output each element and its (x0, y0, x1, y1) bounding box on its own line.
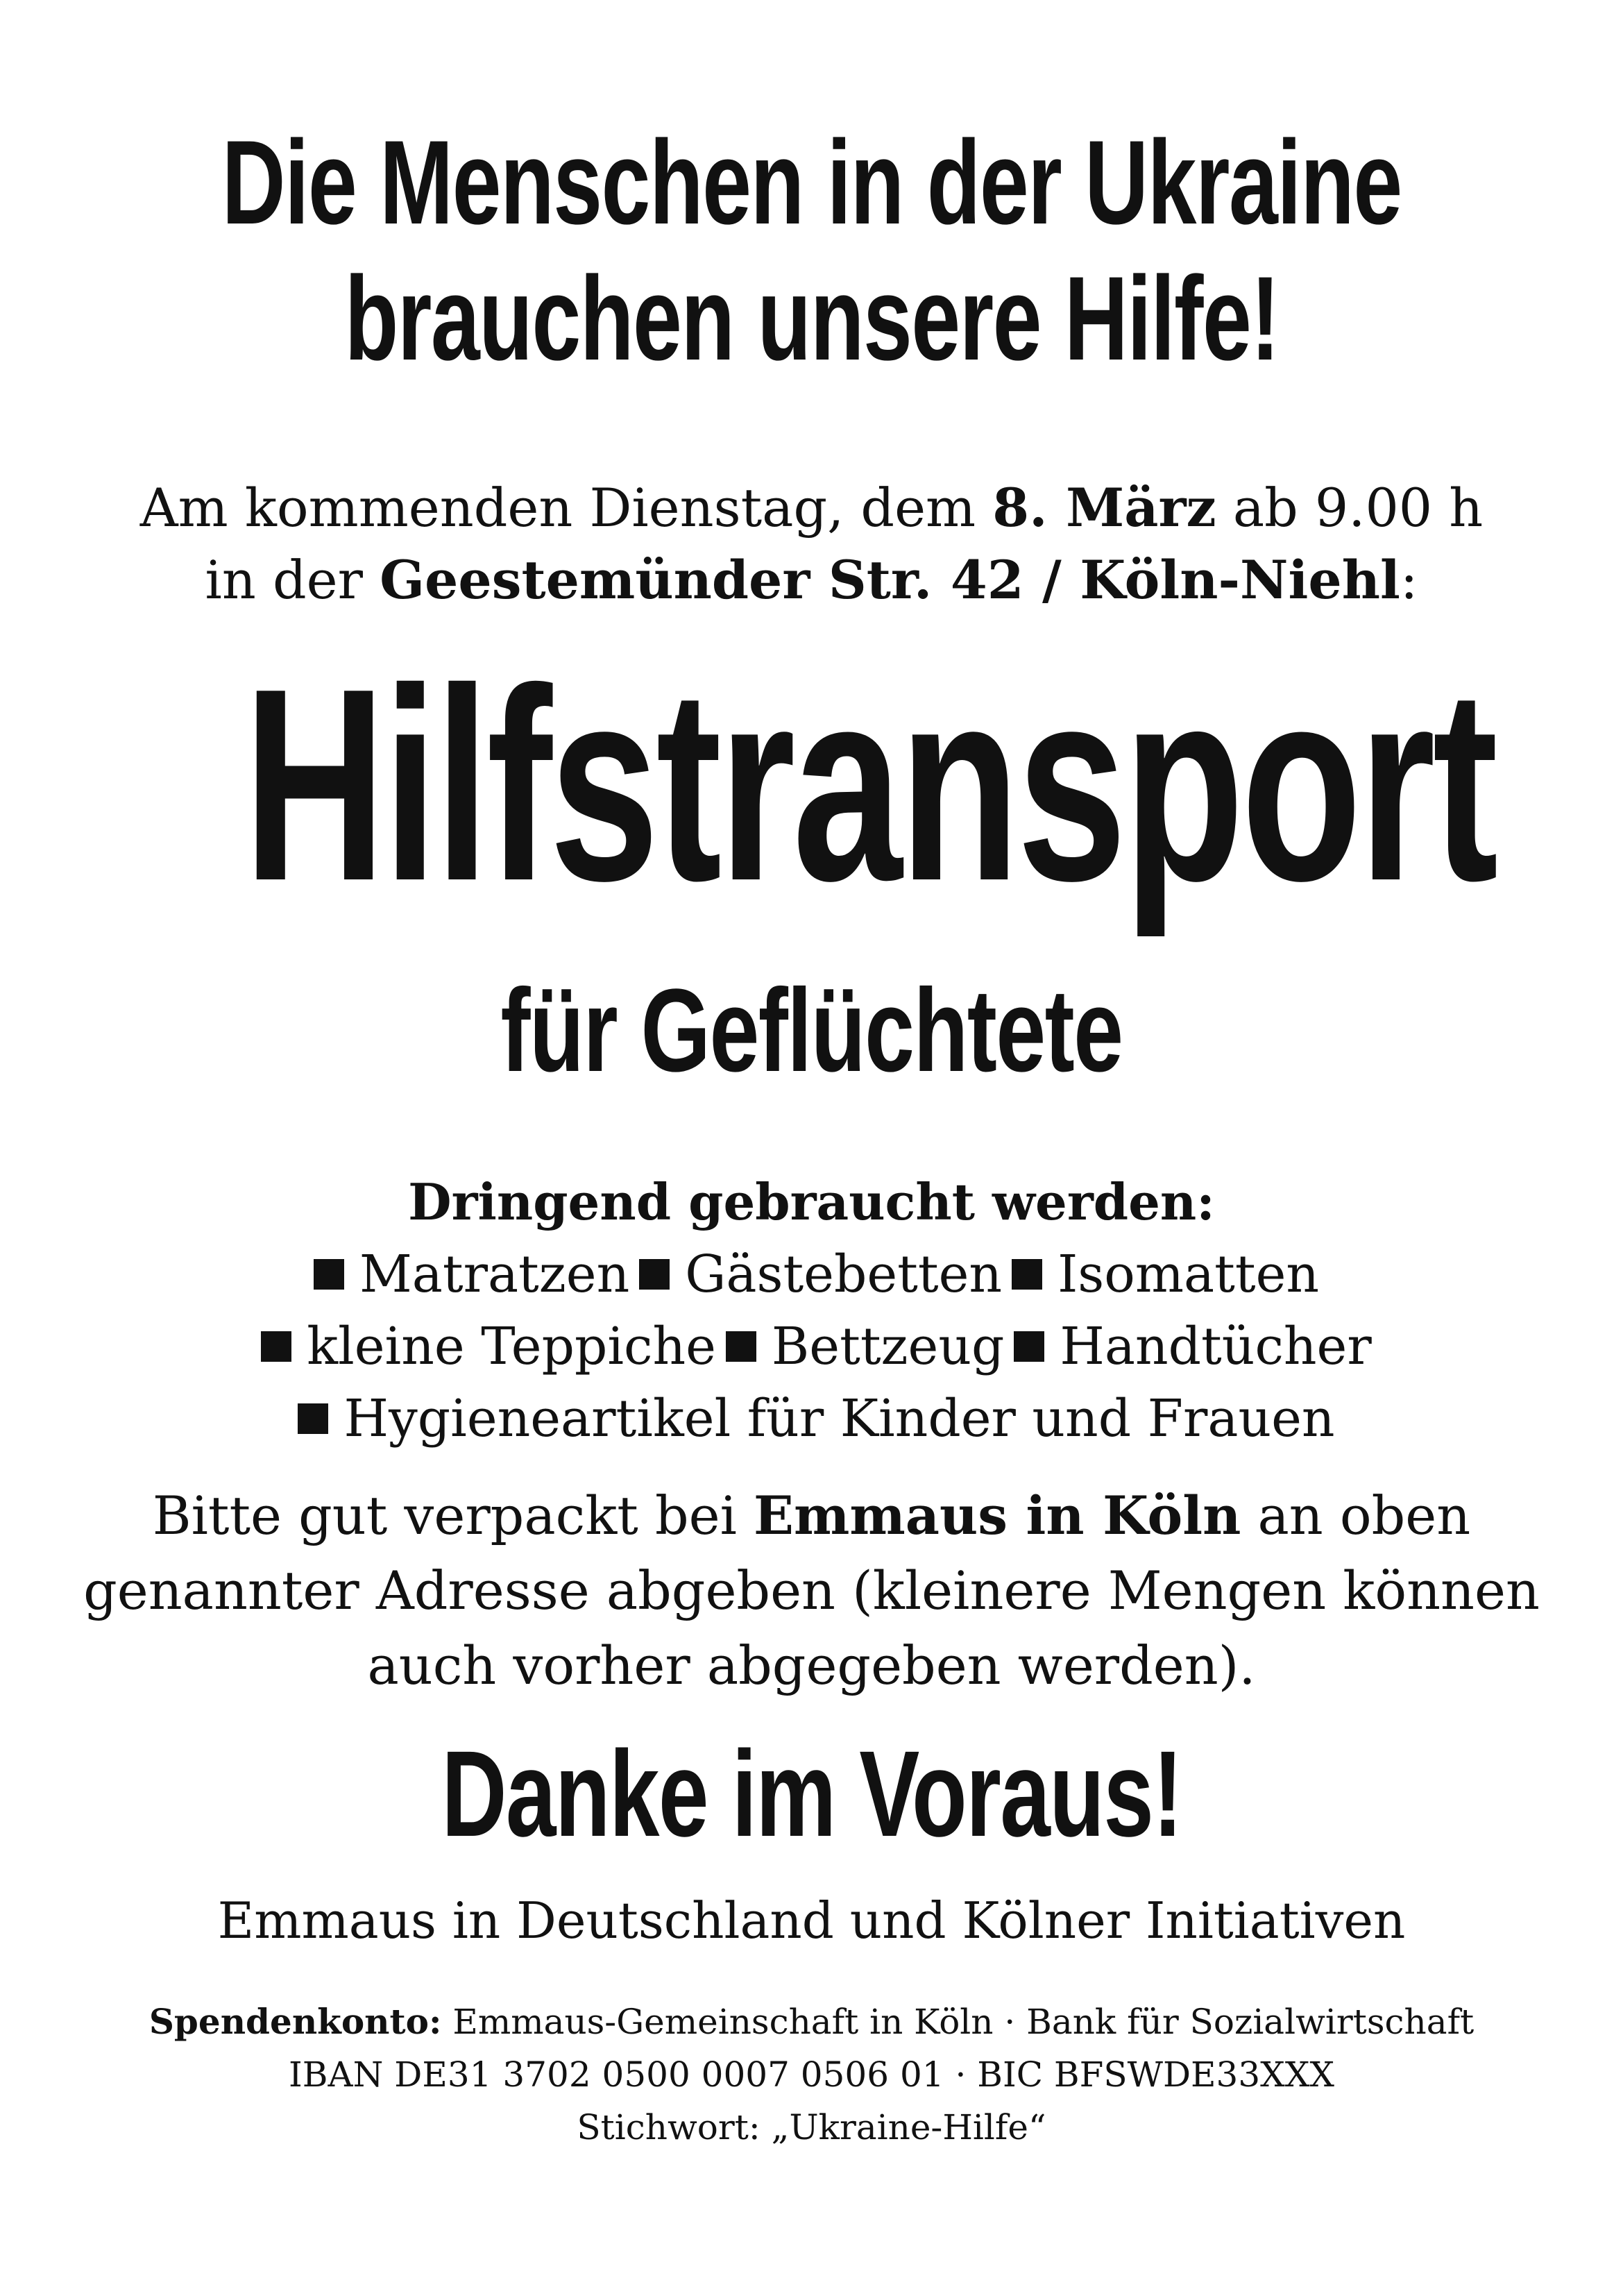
event-address: Geestemünder Str. 42 / Köln-Niehl (380, 549, 1400, 611)
headline-line-2: brauchen unsere Hilfe! (344, 252, 1279, 385)
event-time: ab 9.00 h (1216, 477, 1484, 539)
subtitle-block (0, 965, 1623, 1097)
bank-account-holder: Emmaus-Gemeinschaft in Köln · Bank für Sozialwirtschaft (441, 2002, 1475, 2042)
bullet-square-icon (1014, 1331, 1044, 1362)
needed-items-block (0, 1166, 1623, 1455)
subtitle: für Geflüchtete (500, 965, 1123, 1097)
address-line (0, 544, 1623, 616)
bullet-square-icon (1012, 1259, 1042, 1290)
items-row-1 (0, 1238, 1623, 1310)
thanks-block (0, 1728, 1623, 1860)
thanks-heading: Danke im Voraus! (441, 1726, 1182, 1862)
bullet-square-icon (314, 1259, 344, 1290)
bank-line-1 (0, 1995, 1623, 2048)
bullet-square-icon (726, 1331, 756, 1362)
list-item: kleine Teppiche (307, 1317, 716, 1376)
dropoff-org: Emmaus in Köln (754, 1485, 1241, 1546)
organizers: Emmaus in Deutschland und Kölner Initiativen (217, 1891, 1406, 1950)
headline (0, 115, 1623, 387)
list-item: Matratzen (359, 1244, 630, 1304)
bank-details (0, 1995, 1623, 2154)
dropoff-suffix: an oben (1241, 1485, 1471, 1546)
dropoff-instructions (0, 1478, 1623, 1703)
list-item: Bettzeug (771, 1317, 1005, 1376)
organizers-block (0, 1884, 1623, 1957)
dropoff-line-2: genannter Adresse abgeben (kleinere Mengen können (83, 1560, 1540, 1621)
items-row-2 (0, 1310, 1623, 1383)
main-title-block (0, 631, 1623, 938)
bullet-square-icon (261, 1331, 291, 1362)
list-item: Hygieneartikel für Kinder und Frauen (343, 1389, 1335, 1449)
dropoff-prefix: Bitte gut verpackt bei (152, 1485, 754, 1546)
main-title: Hilfstransport (243, 631, 1495, 938)
address-suffix: : (1400, 549, 1418, 611)
dropoff-line-3: auch vorher abgegeben werden). (367, 1635, 1256, 1696)
bullet-square-icon (639, 1259, 670, 1290)
date-line (0, 472, 1623, 544)
list-item: Isomatten (1057, 1244, 1320, 1304)
address-prefix: in der (205, 549, 380, 611)
list-item: Gästebetten (685, 1244, 1003, 1304)
date-prefix: Am kommenden Dienstag, dem (139, 477, 993, 539)
items-row-3 (0, 1383, 1623, 1455)
bullet-square-icon (298, 1403, 328, 1434)
dropoff-line-1 (0, 1478, 1623, 1553)
bank-keyword: Stichwort: „Ukraine-Hilfe“ (577, 2107, 1046, 2147)
bank-iban: IBAN DE31 3702 0500 0007 0506 01 · BIC BFSWDE33XXX (289, 2054, 1334, 2095)
date-location-block (0, 472, 1623, 616)
bank-label: Spendenkonto: (148, 2001, 442, 2042)
needed-heading: Dringend gebraucht werden: (408, 1172, 1215, 1231)
headline-line-1: Die Menschen in der Ukraine (221, 116, 1402, 249)
event-date: 8. März (992, 477, 1216, 539)
list-item: Handtücher (1060, 1317, 1372, 1376)
